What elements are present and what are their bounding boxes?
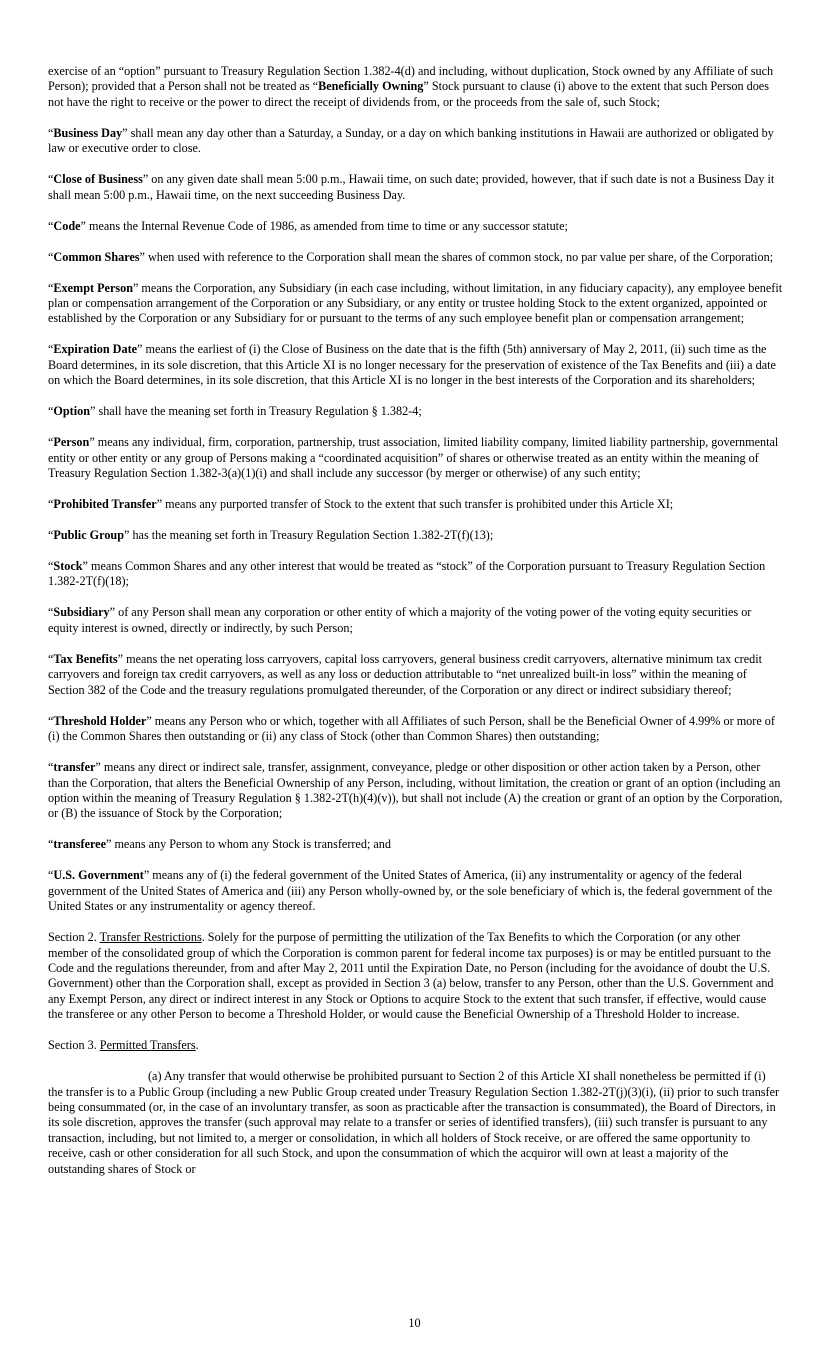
definition-transfer: “transfer” means any direct or indirect sale, transfer, assignment, conveyance, pledge or other disposition or other action taken by a Person, other than the Corporation, that alters the Beneficial Ownership of any Person, including, without limitation, the creation or grant of an option (including an option within the meaning of Treasury Regulation § 1.382-2T(h)(4)(v)), but shall not include (A) the creation or grant of an option by the Corporation, or (B) the issuance of Stock by the Corporation; — [48, 760, 783, 821]
defined-term: Close of Business — [53, 172, 143, 187]
page-number: 10 — [408, 1316, 421, 1330]
defined-term: Public Group — [53, 528, 124, 543]
defined-term: transfer — [53, 760, 96, 775]
defined-term: Common Shares — [53, 249, 140, 264]
definition-stock: “Stock” means Common Shares and any other interest that would be treated as “stock” of the Corporation pursuant to Treasury Regulation Section 1.382-2T(f)(18); — [48, 559, 766, 589]
defined-term: Expiration Date — [53, 342, 138, 357]
defined-term: Prohibited Transfer — [53, 497, 157, 512]
section-3-heading: Section 3. Permitted Transfers. — [48, 1038, 199, 1053]
defined-term: Code — [53, 218, 81, 233]
definition-transferee: “transferee” means any Person to whom any Stock is transferred; and — [48, 837, 391, 852]
definition-tax-benefits: “Tax Benefits” means the net operating loss carryovers, capital loss carryovers, general business credit carryovers, alternative minimum tax credit carryovers and foreign tax credit carryovers, as well as any loss or deduction attributable to “net unrealized built-in loss” within the meaning of Section 382 of the Code and the treasury regulations promulgated thereunder, of the Corporation or any direct or indirect subsidiary thereof; — [48, 651, 762, 697]
definition-threshold-holder: “Threshold Holder” means any Person who or which, together with all Affiliates of such Person, shall be the Beneficial Owner of 4.99% or more of (i) the Common Shares then outstanding or (ii) any class of Stock (other than Common Shares) then outstanding; — [48, 713, 775, 744]
section-3-paragraph-a: (a) Any transfer that would otherwise be prohibited pursuant to Section 2 of this Article XI shall nonetheless be permitted if (i) the transfer is to a Public Group (including a new Public Group created under Treasury Regulation Section 1.382-2T(j)(3)(i), (ii) prior to such transfer being consummated (or, in the case of an involuntary transfer, as soon as practicable after the transaction is consummated), the Board of Directors, in its sole discretion, approves the transfer (such approval may relate to a transfer or series of identified transfers), (iii) such transfer is pursuant to any transaction, including, but not limited to, a merger or consolidation, in which all holders of Stock receive, or are offered the same opportunity to receive, cash or other consideration for all such Stock, and upon the consummation of which the acquiror will own at least a majority of the outstanding shares of Stock or — [48, 1069, 780, 1176]
definition-public-group: “Public Group” has the meaning set forth in Treasury Regulation Section 1.382-2T(f)(13); — [48, 528, 494, 543]
definition-subsidiary: “Subsidiary” of any Person shall mean any corporation or other entity of which a majority of the voting power of the voting equity securities or equity interest is owned, directly or indirectly, by such Person; — [48, 605, 752, 635]
defined-term: Business Day — [53, 125, 123, 140]
defined-term: Person — [53, 435, 90, 450]
definition-prohibited-transfer: “Prohibited Transfer” means any purported transfer of Stock to the extent that such transfer is prohibited under this Article XI; — [48, 497, 674, 512]
definition-us-government: “U.S. Government” means any of (i) the federal government of the United States of America, (ii) any instrumentality or agency of the federal government of the United States of America and (iii) any Person wholly-owned by, or the sole beneficiary of which is, the federal government of the United States or any instrumentality or agency thereof. — [48, 868, 773, 914]
section-heading: Transfer Restrictions — [99, 930, 202, 945]
defined-term: Exempt Person — [53, 280, 133, 295]
defined-term: U.S. Government — [53, 868, 144, 883]
section-heading: Permitted Transfers — [99, 1038, 196, 1053]
defined-term: transferee — [53, 837, 106, 852]
definition-option: “Option” shall have the meaning set forth in Treasury Regulation § 1.382-4; — [48, 404, 422, 419]
definition-person: “Person” means any individual, firm, corporation, partnership, trust association, limited liability company, limited liability partnership, governmental entity or other entity or any group of Persons making a “coordinated acquisition” of shares or otherwise treated as an entity within the meaning of Treasury Regulation Section 1.382-3(a)(1)(i) and shall include any successor (by merger or otherwise) of any such entity; — [48, 435, 779, 481]
defined-term: Tax Benefits — [53, 651, 118, 666]
defined-term: Subsidiary — [53, 605, 110, 620]
defined-term: Beneficially Owning — [318, 79, 424, 94]
definition-business-day: “Business Day” shall mean any day other than a Saturday, a Sunday, or a day on which banking institutions in Hawaii are authorized or obligated by law or executive order to close. — [48, 125, 774, 156]
definition-common-shares: “Common Shares” when used with reference to the Corporation shall mean the shares of common stock, no par value per share, of the Corporation; — [48, 249, 774, 264]
definition-code: “Code” means the Internal Revenue Code of 1986, as amended from time to time or any successor statute; — [48, 218, 568, 233]
definition-expiration-date: “Expiration Date” means the earliest of (i) the Close of Business on the date that is the fifth (5th) anniversary of May 2, 2011, (ii) such time as the Board determines, in its sole discretion, that this Article XI is no longer necessary for the preservation of existence of the Tax Benefits and (iii) a date on which the Board determines, in its sole discretion, that this Article XI is no longer in the best interests of the Corporation and its shareholders; — [48, 342, 776, 388]
defined-term: Threshold Holder — [53, 713, 147, 728]
defined-term: Stock — [53, 559, 83, 574]
definition-exempt-person: “Exempt Person” means the Corporation, any Subsidiary (in each case including, without limitation, in any fiduciary capacity), any employee benefit plan or compensation arrangement of the Corporation or any Subsidiary, or any entity or trustee holding Stock to the extent organized, appointed or established by the Corporation or any Subsidiary for or pursuant to the terms of any such employee benefit plan or compensation arrangement; — [48, 280, 783, 326]
defined-term: Option — [53, 404, 90, 419]
document-page — [48, 64, 783, 1193]
section-2-transfer-restrictions: Section 2. Transfer Restrictions. Solely for the purpose of permitting the utilization of the Tax Benefits to which the Corporation (or any other member of the consolidated group of which the Corporation is common parent for federal income tax purposes) is or may be entitled pursuant to the Code and the regulations thereunder, from and after May 2, 2011 until the Expiration Date, no Person (including for the avoidance of doubt the U.S. Government) other than the Corporation shall, except as provided in Section 3 (a) below, transfer to any Person, other than the U.S. Government and any Exempt Person, any direct or indirect interest in any Stock or Options to acquire Stock to the extent that such transfer, if effective, would cause the transferee or any other Person to become a Threshold Holder, or would cause the Beneficial Ownership of a Threshold Holder to increase. — [48, 930, 774, 1022]
intro-paragraph: exercise of an “option” pursuant to Treasury Regulation Section 1.382-4(d) and including, without duplication, Stock owned by any Affiliate of such Person); provided that a Person shall not be treated as “Beneficially Owning” Stock pursuant to clause (i) above to the extent that such Person does not have the right to receive or the power to direct the receipt of dividends from, or the proceeds from the sale of, such Stock; — [48, 64, 774, 109]
definition-close-of-business: “Close of Business” on any given date shall mean 5:00 p.m., Hawaii time, on such date; provided, however, that if such date is not a Business Day it shall mean 5:00 p.m., Hawaii time, on the next succeeding Business Day. — [48, 172, 775, 202]
